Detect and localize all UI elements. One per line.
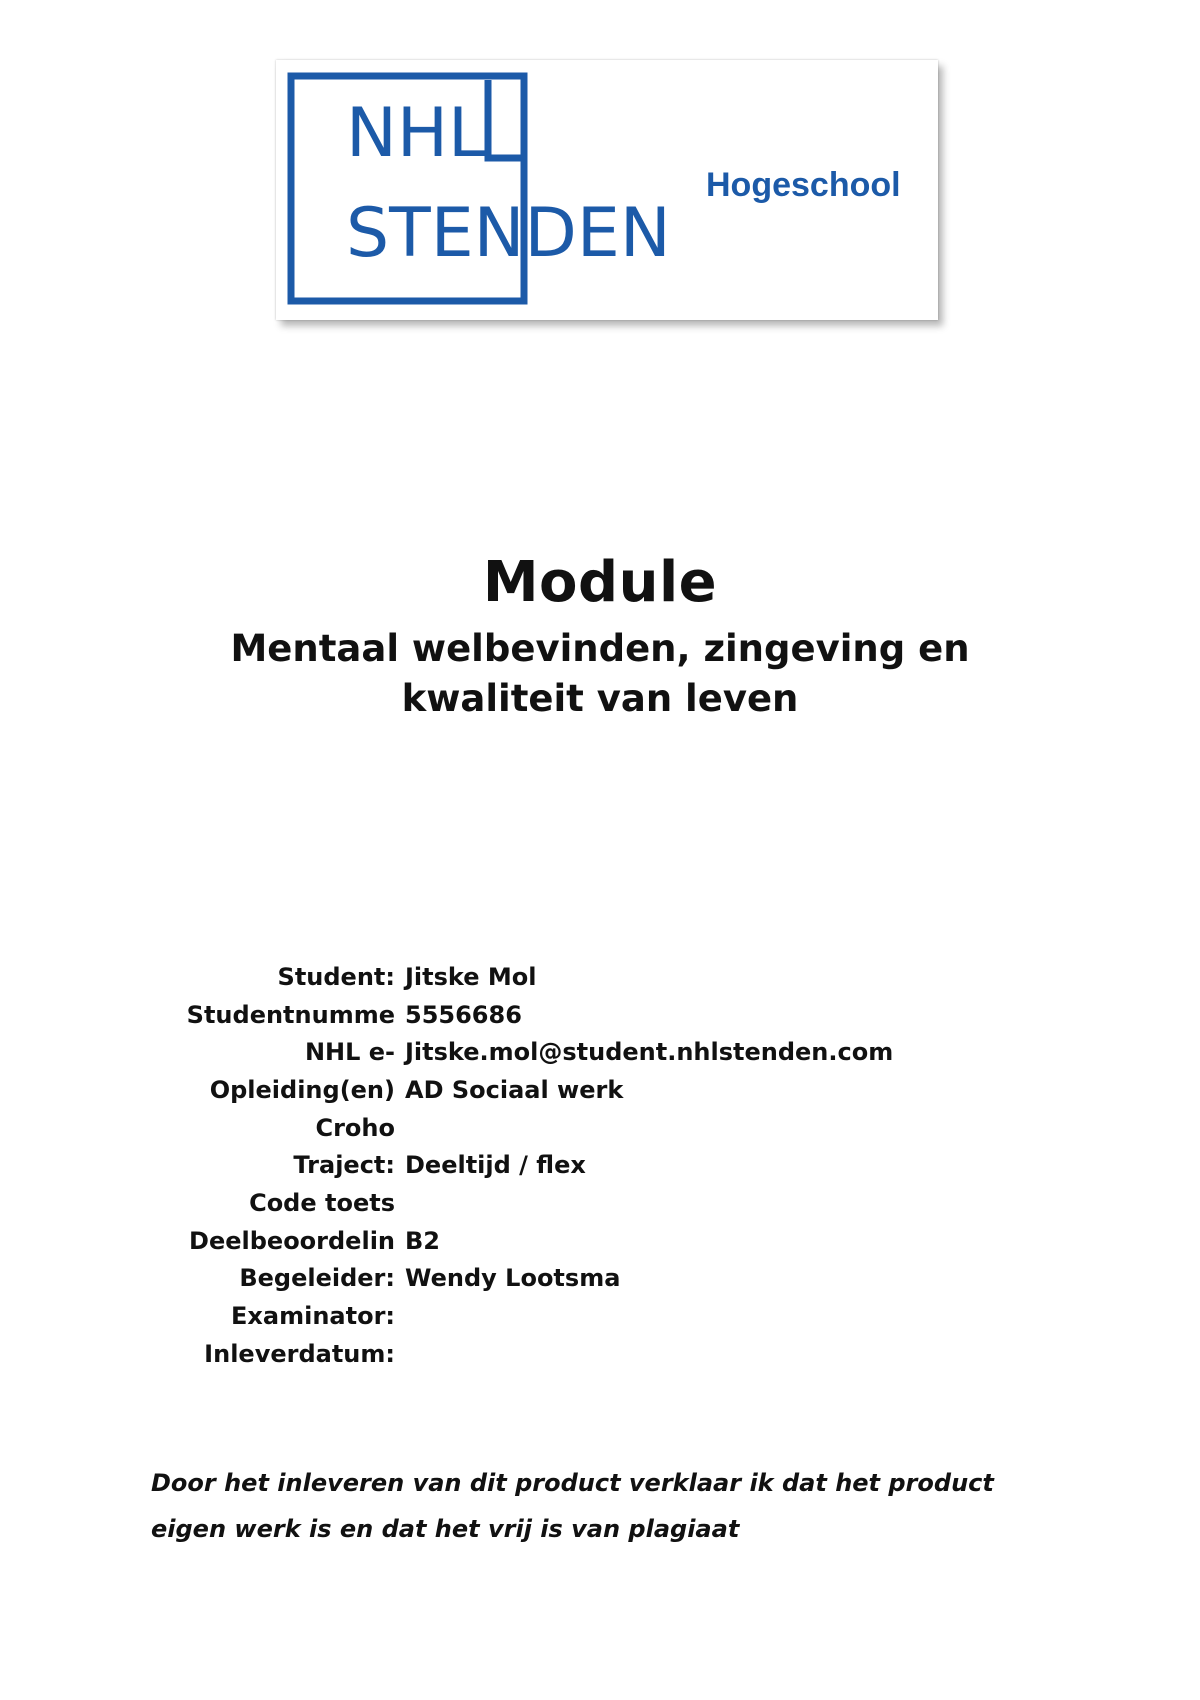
info-row-program [180, 1071, 893, 1109]
info-label: Opleiding(en) [209, 1075, 395, 1104]
logo-line-1: NHL [346, 94, 486, 173]
info-row-submission-date [180, 1335, 893, 1373]
info-value: Wendy Lootsma [405, 1264, 621, 1293]
info-value: 5556686 [405, 1000, 522, 1029]
info-row-test-code [180, 1184, 893, 1222]
info-value: B2 [405, 1226, 440, 1255]
info-row-track [180, 1146, 893, 1184]
info-label: Student: [277, 962, 395, 991]
info-label: NHL e- [304, 1038, 395, 1067]
page-subtitle: Mentaal welbevinden, zingeving en kwaliteit van leven [230, 627, 970, 720]
logo-tagline: Hogeschool [706, 166, 901, 204]
page-title: Module [482, 550, 718, 615]
plagiarism-declaration: Door het inleveren van dit product verklaar ik dat het product eigen werk is en dat het vrij is van plagiaat [151, 1469, 994, 1543]
info-value: Jitske.mol@student.nhlstenden.com [405, 1038, 894, 1067]
info-label: Inleverdatum: [204, 1339, 395, 1368]
logo-bracket [488, 80, 524, 158]
info-value: Deeltijd / flex [405, 1151, 586, 1180]
info-row-croho [180, 1109, 893, 1147]
title-block [0, 548, 1200, 724]
institution-logo [276, 60, 938, 320]
info-value: Jitske Mol [405, 962, 537, 991]
info-label: Begeleider: [239, 1264, 395, 1293]
info-row-student [180, 958, 893, 996]
student-info-table [180, 958, 893, 1373]
logo-graphic [276, 60, 938, 320]
info-value: AD Sociaal werk [405, 1075, 624, 1104]
info-label: Studentnumme [186, 1000, 395, 1029]
info-label: Examinator: [231, 1302, 395, 1331]
info-row-email [180, 1033, 893, 1071]
logo-line-2: STENDEN [346, 194, 671, 273]
info-label: Traject: [293, 1151, 395, 1180]
info-row-studentnumber [180, 996, 893, 1034]
info-label: Deelbeoordelin [189, 1226, 395, 1255]
info-label: Code toets [249, 1188, 395, 1217]
info-label: Croho [315, 1113, 395, 1142]
info-row-examiner [180, 1297, 893, 1335]
info-row-partial-assessment [180, 1222, 893, 1260]
info-row-supervisor [180, 1260, 893, 1298]
